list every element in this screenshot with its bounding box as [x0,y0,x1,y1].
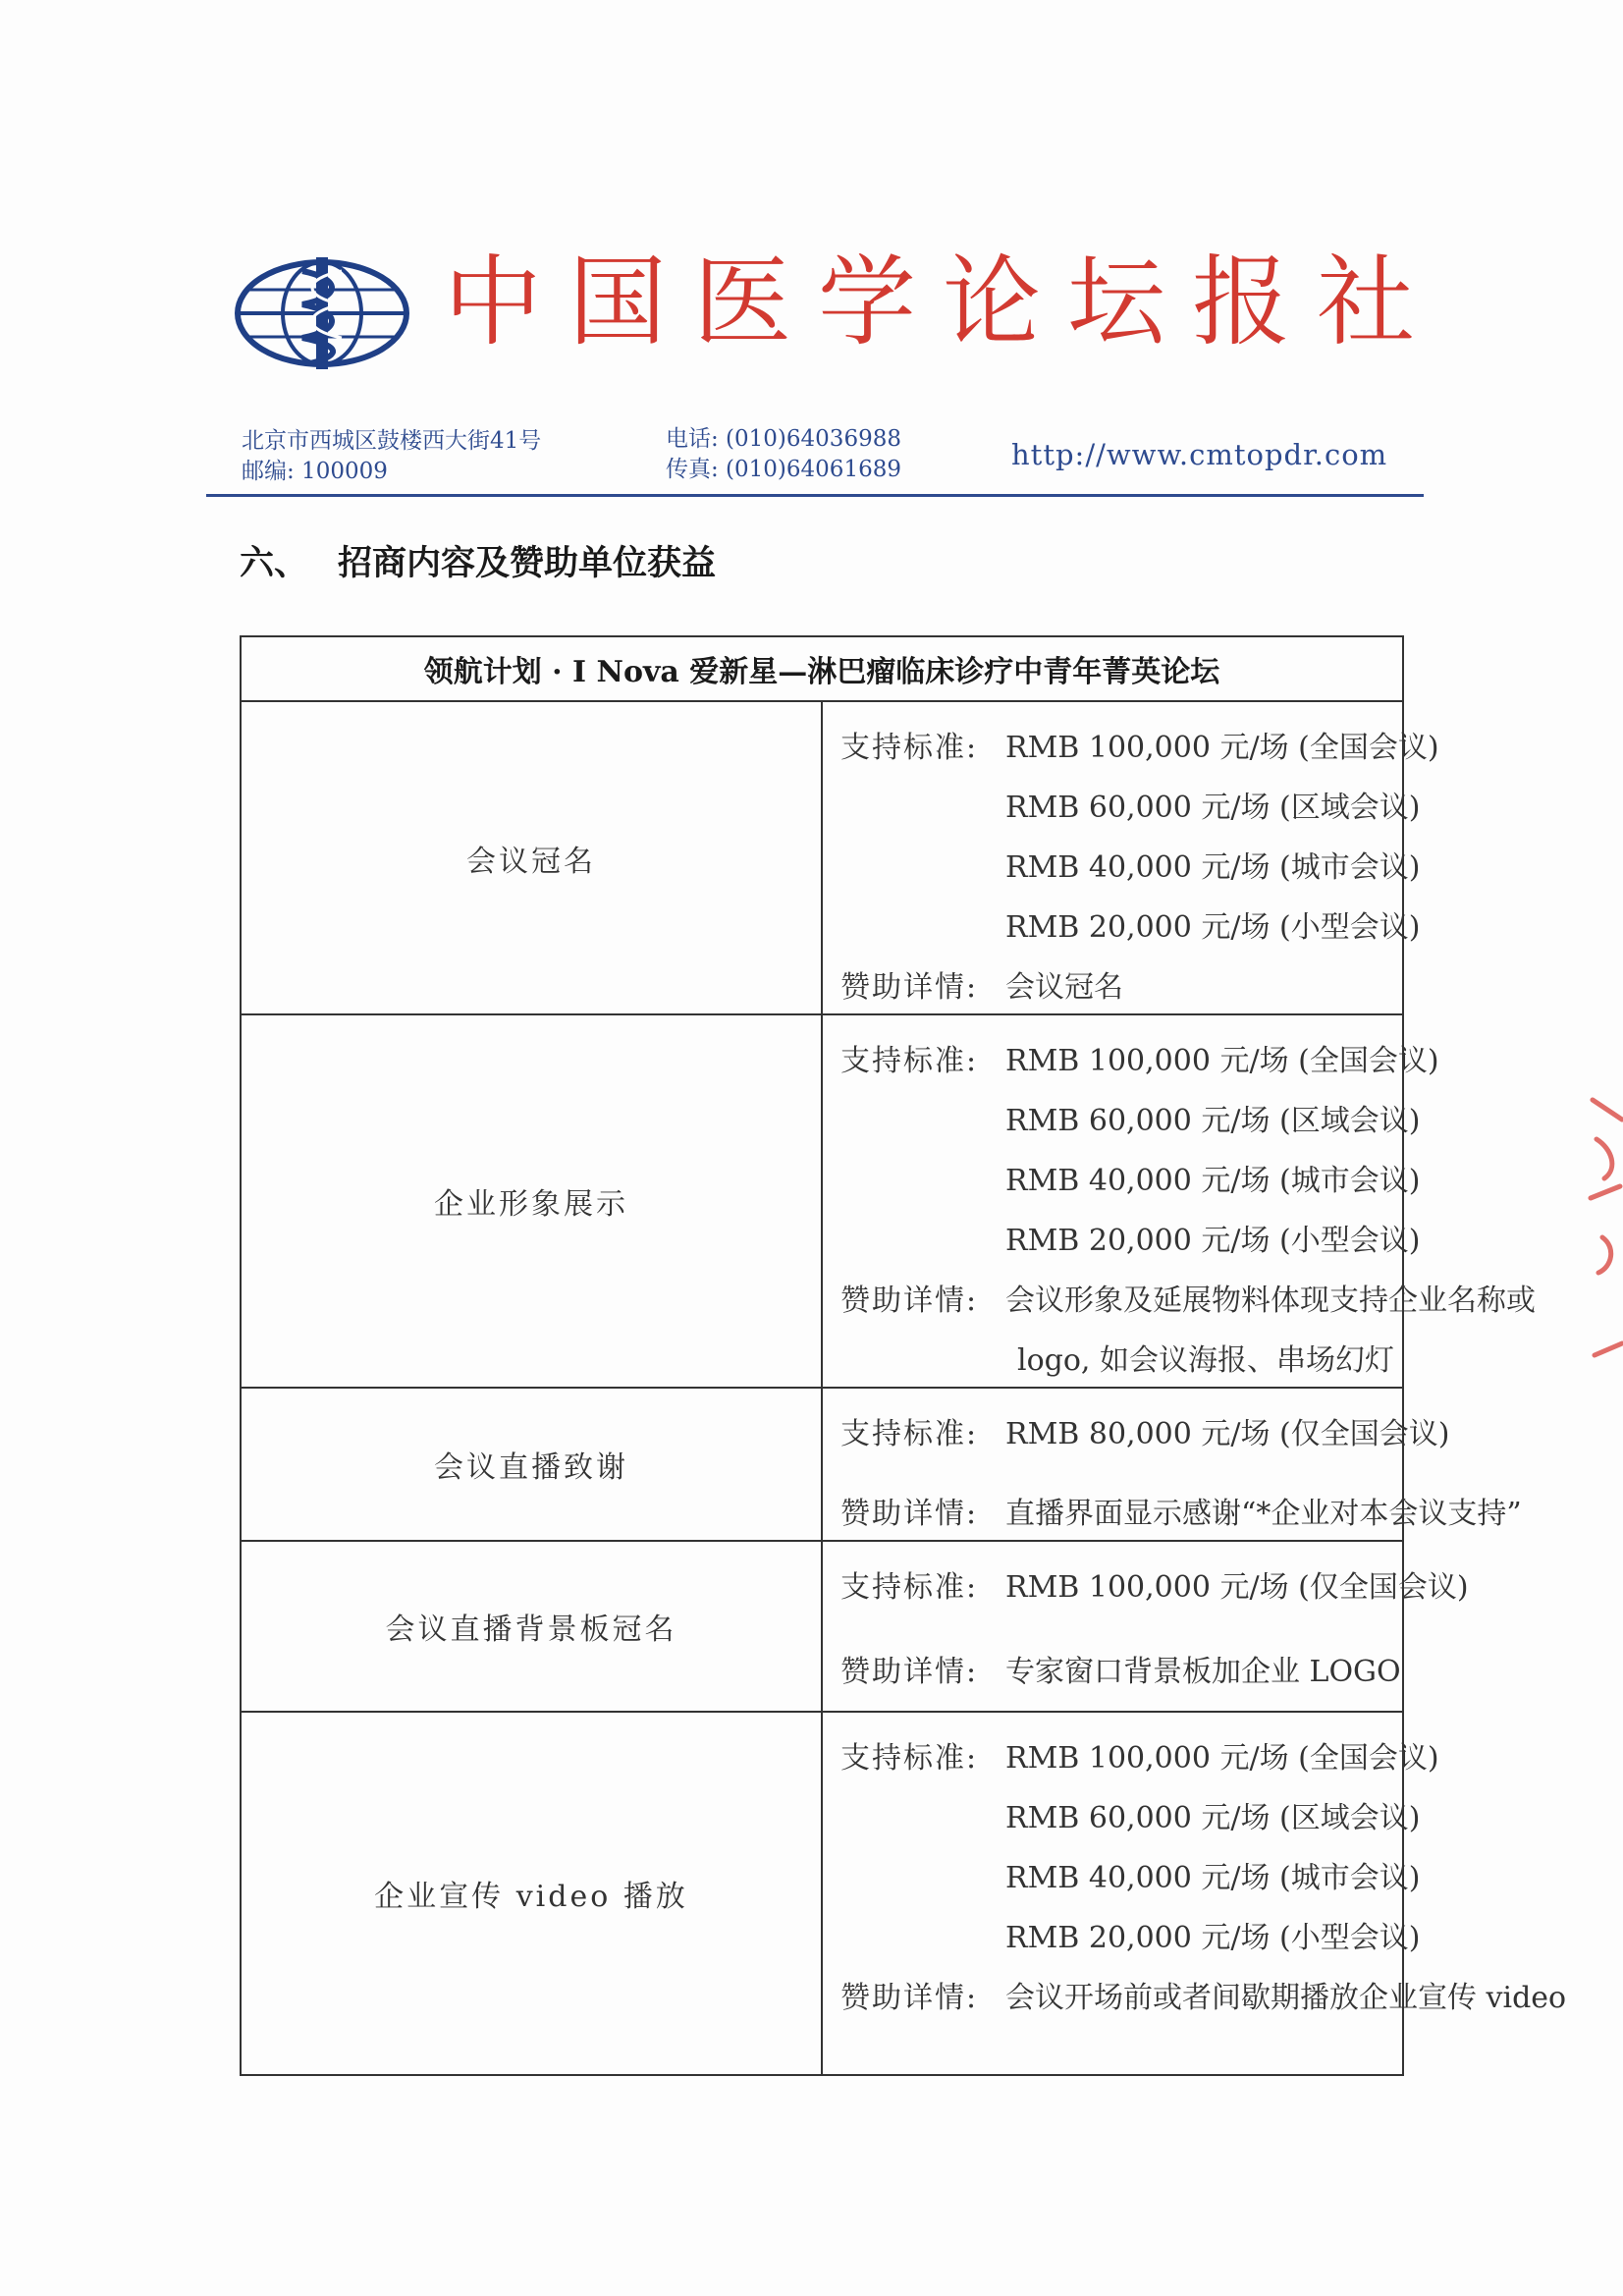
package-name: 企业宣传 video 播放 [241,1712,822,2075]
detail-label: 赞助详情: [840,1654,979,1689]
support-label: 支持标准: [840,1416,979,1451]
detail-label: 赞助详情: [840,1496,979,1531]
package-name: 企业形象展示 [241,1014,822,1388]
price-line: RMB 20,000 元/场 (小型会议) [1005,909,1421,945]
table-row [241,701,1403,1014]
price-line: RMB 20,000 元/场 (小型会议) [1005,1920,1421,1955]
price-line: RMB 100,000 元/场 (全国会议) [1005,1043,1439,1078]
package-detail [822,1712,1567,2075]
price-line: RMB 40,000 元/场 (城市会议) [1005,849,1421,885]
detail-line: 会议形象及延展物料体现支持企业名称或 [1005,1283,1536,1318]
website-link[interactable]: http://www.cmtopdr.com [1011,438,1388,471]
table-title-row [241,636,1403,701]
price-line: RMB 60,000 元/场 (区域会议) [1005,1800,1421,1835]
support-label: 支持标准: [840,1569,979,1605]
price-line: RMB 60,000 元/场 (区域会议) [1005,790,1421,825]
phone: 电话: (010)64036988 [666,426,901,452]
postcode: 邮编: 100009 [242,459,388,484]
support-label: 支持标准: [840,1043,979,1078]
globe-caduceus-icon [234,257,410,369]
sponsorship-table [240,635,1567,2076]
package-detail [822,1541,1469,1712]
detail-label: 赞助详情: [840,1283,979,1318]
table-row [241,1388,1403,1541]
phone-block [666,424,901,485]
support-label: 支持标准: [840,730,979,765]
package-detail [822,1014,1536,1388]
detail-line: 会议冠名 [1005,969,1123,1005]
section-title: 招商内容及赞助单位获益 [338,543,717,583]
fax: 传真: (010)64061689 [666,457,901,482]
detail-label: 赞助详情: [840,1980,979,2015]
price-line: RMB 60,000 元/场 (区域会议) [1005,1103,1421,1138]
package-name: 会议直播背景板冠名 [241,1541,822,1712]
section-heading [240,536,716,585]
package-name: 会议冠名 [241,701,822,1014]
package-name: 会议直播致谢 [241,1388,822,1541]
org-name: 中国医学论坛报社 [444,245,1441,359]
package-detail [822,701,1439,1014]
detail-label: 赞助详情: [840,969,979,1005]
header-divider [206,494,1424,497]
detail-line: logo, 如会议海报、串场幻灯 [1017,1342,1394,1378]
section-number: 六、 [240,543,309,583]
seal-fragment-icon [1583,1080,1623,1375]
price-line: RMB 80,000 元/场 (仅全国会议) [1005,1416,1450,1451]
address: 北京市西城区鼓楼西大街41号 [242,428,542,454]
table-row [241,1014,1403,1388]
table-row [241,1541,1403,1712]
table-row [241,1712,1403,2075]
price-line: RMB 100,000 元/场 (全国会议) [1005,1740,1439,1776]
package-detail [822,1388,1522,1541]
price-line: RMB 20,000 元/场 (小型会议) [1005,1223,1421,1258]
detail-line: 专家窗口背景板加企业 LOGO [1005,1654,1401,1689]
table-title: 领航计划 · I Nova 爱新星—淋巴瘤临床诊疗中青年菁英论坛 [241,636,1403,701]
detail-line: 直播界面显示感谢“*企业对本会议支持” [1005,1496,1522,1531]
price-line: RMB 40,000 元/场 (城市会议) [1005,1163,1421,1198]
support-label: 支持标准: [840,1740,979,1776]
detail-line: 会议开场前或者间歇期播放企业宣传 video [1005,1980,1567,2015]
address-block [242,426,541,487]
price-line: RMB 100,000 元/场 (仅全国会议) [1005,1569,1469,1605]
price-line: RMB 100,000 元/场 (全国会议) [1005,730,1439,765]
price-line: RMB 40,000 元/场 (城市会议) [1005,1860,1421,1895]
